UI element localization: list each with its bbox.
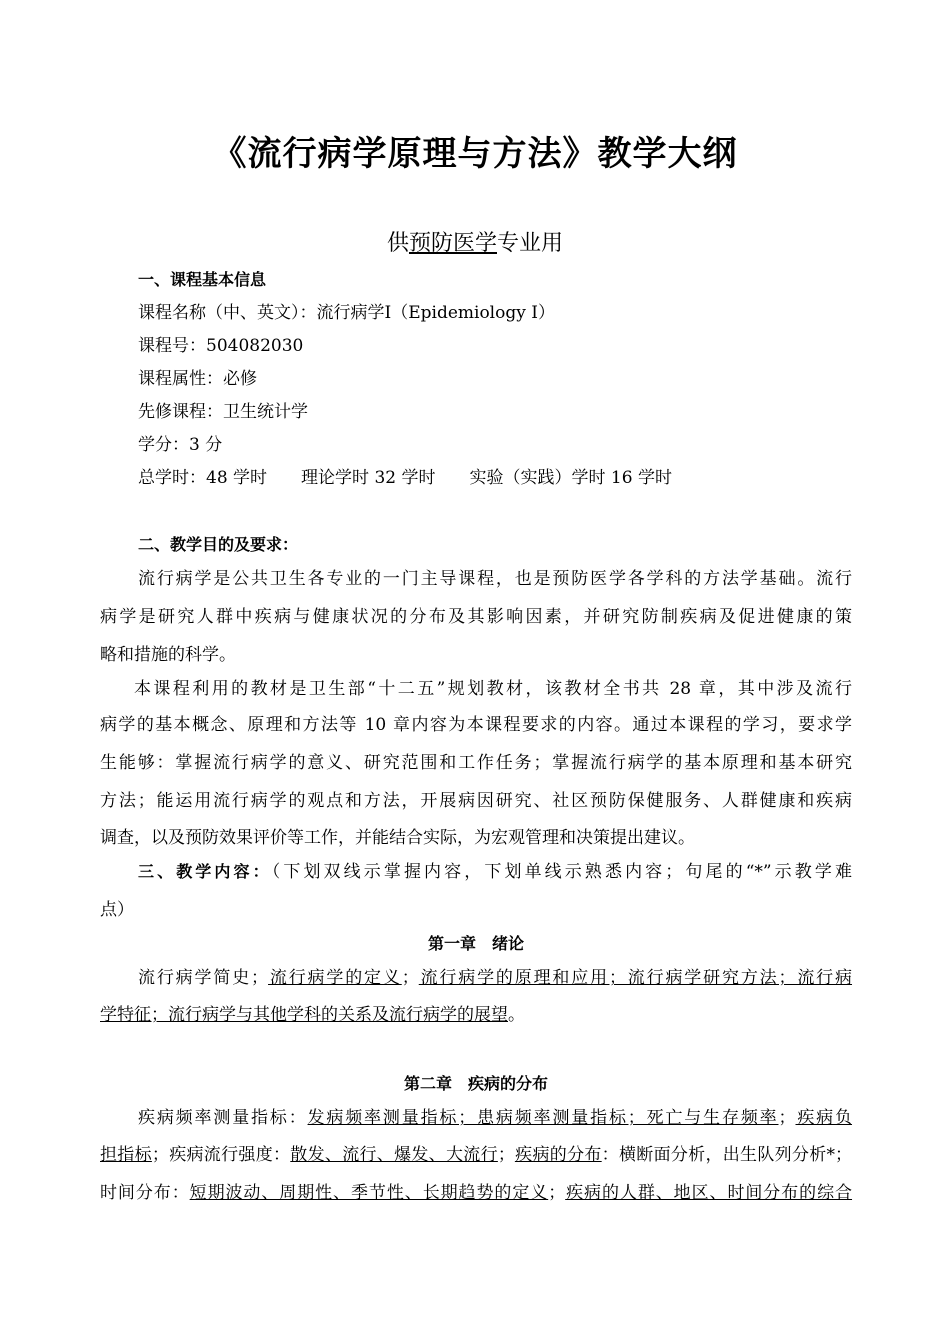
hours-lab: 实验（实践）学时 16 学时 xyxy=(469,468,672,488)
ch2-familiar-4: 散发、流行、爆发、大流行 xyxy=(290,1145,498,1165)
ch2-text-3: ：横断面分析，出生队列分析*； xyxy=(601,1145,853,1165)
ch1-familiar-2: 流行病学的原理和应用；流行病学研究方法；流行病 xyxy=(418,968,853,988)
ch2-text: 疾病频率测量指标： xyxy=(138,1108,308,1128)
ch1-familiar-3: 学特征； xyxy=(100,1005,168,1025)
section3-heading: 三、教学内容： xyxy=(138,862,272,881)
ch2-text-2: ；疾病流行强度： xyxy=(151,1145,291,1165)
ch2-familiar-7: 疾病的人群、地区、时间分布的综合 xyxy=(565,1183,853,1203)
subtitle-prefix: 供 xyxy=(386,231,409,256)
course-prerequisite: 先修课程：卫生统计学 xyxy=(138,402,308,422)
course-hours xyxy=(138,467,852,489)
section2-heading: 二、教学目的及要求： xyxy=(138,535,299,554)
p1-line3: 略和措施的科学。 xyxy=(100,645,236,665)
document-subtitle xyxy=(0,226,950,257)
ch1-familiar: 流行病学的定义 xyxy=(268,968,402,988)
ch2-familiar-6: 短期波动、周期性、季节性、长期趋势的定义 xyxy=(189,1183,549,1203)
ch1-text: 流行病学简史； xyxy=(138,968,269,988)
p2-line5: 调查，以及预防效果评价等工作，并能结合实际，为宏观管理和决策提出建议。 xyxy=(100,828,695,848)
ch2-sep-2: ； xyxy=(497,1145,515,1165)
subtitle-suffix: 专业用 xyxy=(497,231,564,256)
p2-line3: 生能够：掌握流行病学的意义、研究范围和工作任务；掌握流行病学的基本原理和基本研究 xyxy=(100,753,852,773)
ch2-text-4: 时间分布： xyxy=(100,1183,190,1203)
p1-line2: 病学是研究人群中疾病与健康状况的分布及其影响因素，并研究防制疾病及促进健康的策 xyxy=(100,607,852,627)
course-name: 课程名称（中、英文）：流行病学Ⅰ（Epidemiology Ⅰ） xyxy=(138,303,555,323)
ch2-sep: ； xyxy=(778,1108,796,1128)
course-attribute: 课程属性：必修 xyxy=(138,369,257,389)
ch2-familiar-2: 疾病负 xyxy=(795,1108,853,1128)
subtitle-major: 预防医学 xyxy=(408,231,497,256)
ch1-end: 。 xyxy=(508,1005,525,1025)
hours-theory: 理论学时 32 学时 xyxy=(301,468,436,488)
section3-note: （下划双线示掌握内容，下划单线示熟悉内容；句尾的“*”示教学难 xyxy=(271,862,852,882)
section3-line1 xyxy=(138,861,852,883)
course-credit: 学分：3 分 xyxy=(138,435,223,455)
section3-line2: 点） xyxy=(100,900,134,920)
chapter1-line2 xyxy=(100,1004,852,1026)
chapter1-line1 xyxy=(138,967,852,989)
chapter1-title: 第一章 绪论 xyxy=(427,934,524,953)
ch2-familiar-3: 担指标 xyxy=(100,1145,152,1165)
ch2-familiar: 发病频率测量指标；患病频率测量指标；死亡与生存频率 xyxy=(307,1108,779,1128)
chapter2-line2 xyxy=(100,1144,852,1166)
chapter2-line1 xyxy=(138,1107,852,1129)
hours-total: 总学时：48 学时 xyxy=(138,468,268,488)
p2-line2: 病学的基本概念、原理和方法等 10 章内容为本课程要求的内容。通过本课程的学习，要求学 xyxy=(100,715,852,735)
course-number: 课程号：504082030 xyxy=(138,336,304,356)
ch1-familiar-4: 流行病学与其他学科的关系及流行病学的展望 xyxy=(168,1005,508,1025)
ch1-sep: ； xyxy=(401,968,419,988)
p2-line4: 方法；能运用流行病学的观点和方法，开展病因研究、社区预防保健服务、人群健康和疾病 xyxy=(100,791,852,811)
p1-line1: 流行病学是公共卫生各专业的一门主导课程，也是预防医学各学科的方法学基础。流行 xyxy=(138,569,852,589)
p2-line1: 本课程利用的教材是卫生部“十二五”规划教材，该教材全书共 28 章，其中涉及流行 xyxy=(134,679,852,699)
chapter2-title: 第二章 疾病的分布 xyxy=(403,1074,548,1093)
ch2-sep-3: ； xyxy=(548,1183,566,1203)
document-title: 《流行病学原理与方法》教学大纲 xyxy=(212,134,738,174)
section1-heading: 一、课程基本信息 xyxy=(138,270,267,289)
chapter2-line3 xyxy=(100,1182,852,1204)
ch2-familiar-5: 疾病的分布 xyxy=(514,1145,602,1165)
